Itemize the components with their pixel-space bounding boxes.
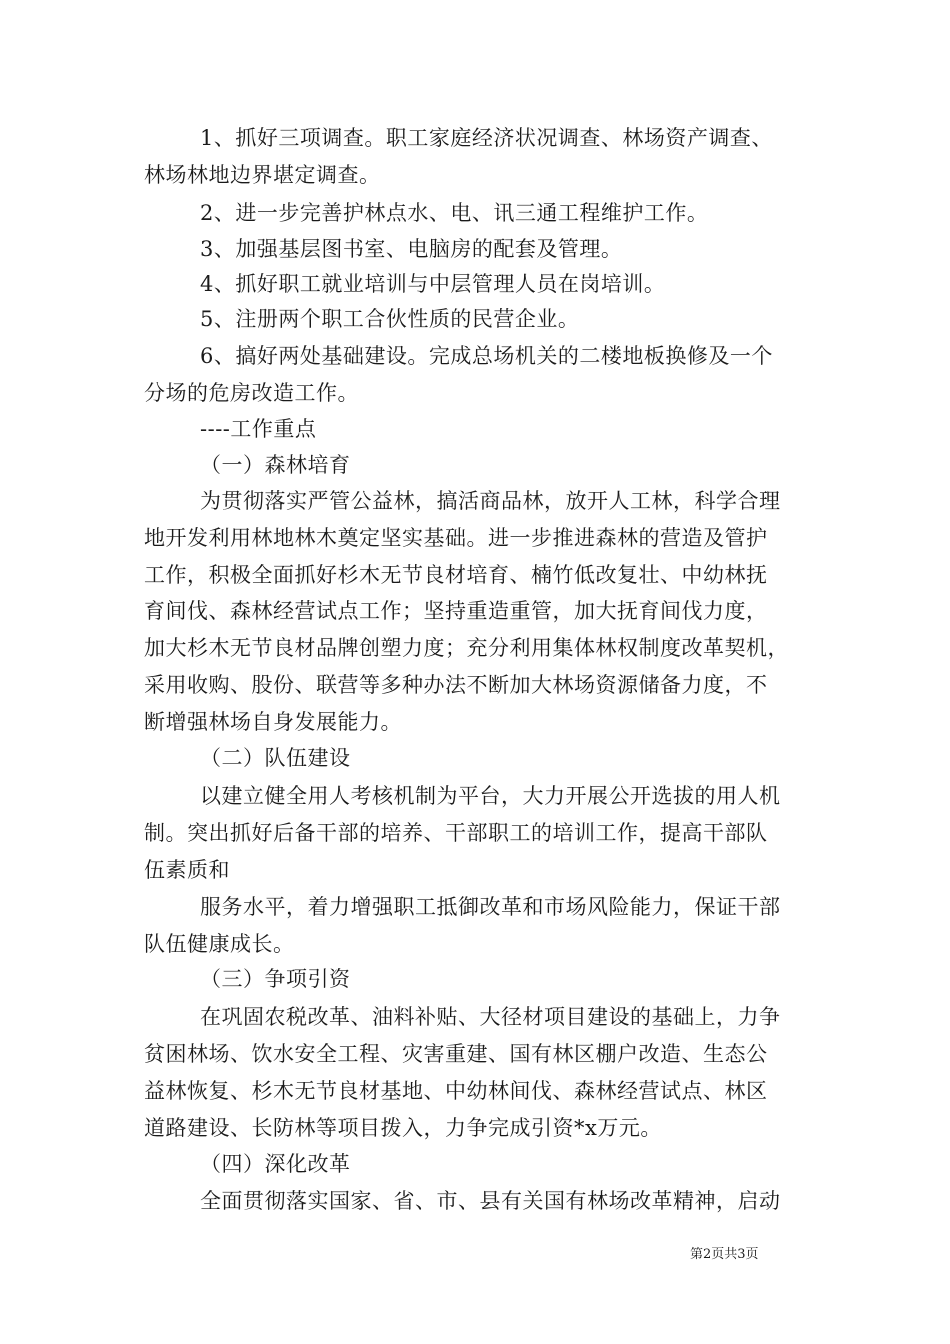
text-line: 6、搞好两处基础建设。完成总场机关的二楼地板换修及一个 — [200, 344, 773, 368]
text-line: 为贯彻落实严管公益林，搞活商品林，放开人工林，科学合理 — [200, 489, 781, 513]
text-line: 以建立健全用人考核机制为平台，大力开展公开选拔的用人机 — [200, 784, 781, 808]
text-line: 2、进一步完善护林点水、电、讯三通工程维护工作。 — [200, 201, 709, 225]
text-line: 断增强林场自身发展能力。 — [144, 710, 402, 734]
text-line: 5、注册两个职工合伙性质的民营企业。 — [200, 307, 580, 331]
text-line: 工作，积极全面抓好杉木无节良材培育、楠竹低改复壮、中幼林抚 — [144, 563, 768, 587]
text-line: 伍素质和 — [144, 858, 230, 882]
subsection-heading: （二）队伍建设 — [200, 746, 351, 770]
section-heading: ----工作重点 — [200, 417, 317, 441]
text-line: 队伍健康成长。 — [144, 932, 295, 956]
text-line: 在巩固农税改革、油料补贴、大径材项目建设的基础上，力争 — [200, 1005, 781, 1029]
text-line: 制。突出抓好后备干部的培养、干部职工的培训工作，提高干部队 — [144, 821, 768, 845]
text-line: 道路建设、长防林等项目拨入，力争完成引资*x万元。 — [144, 1116, 662, 1140]
subsection-heading: （三）争项引资 — [200, 967, 351, 991]
text-line: 分场的危房改造工作。 — [144, 381, 359, 405]
text-line: 服务水平，着力增强职工抵御改革和市场风险能力，保证干部 — [200, 895, 781, 919]
subsection-heading: （四）深化改革 — [200, 1152, 351, 1176]
text-line: 1、抓好三项调查。职工家庭经济状况调查、林场资产调查、 — [200, 126, 773, 150]
text-line: 林场林地边界堪定调查。 — [144, 163, 381, 187]
text-line: 益林恢复、杉木无节良材基地、中幼林间伐、森林经营试点、林区 — [144, 1079, 768, 1103]
text-line: 加大杉木无节良材品牌创塑力度；充分利用集体林权制度改革契机， — [144, 636, 789, 660]
page-number: 第2页共3页 — [690, 1247, 759, 1262]
text-line: 地开发利用林地林木奠定坚实基础。进一步推进森林的营造及管护 — [144, 526, 768, 550]
subsection-heading: （一）森林培育 — [200, 453, 351, 477]
text-line: 4、抓好职工就业培训与中层管理人员在岗培训。 — [200, 272, 666, 296]
text-line: 全面贯彻落实国家、省、市、县有关国有林场改革精神，启动 — [200, 1189, 781, 1213]
text-line: 育间伐、森林经营试点工作；坚持重造重管，加大抚育间伐力度， — [144, 599, 768, 623]
text-line: 贫困林场、饮水安全工程、灾害重建、国有林区棚户改造、生态公 — [144, 1042, 768, 1066]
text-line: 采用收购、股份、联营等多种办法不断加大林场资源储备力度，不 — [144, 673, 768, 697]
text-line: 3、加强基层图书室、电脑房的配套及管理。 — [200, 237, 623, 261]
